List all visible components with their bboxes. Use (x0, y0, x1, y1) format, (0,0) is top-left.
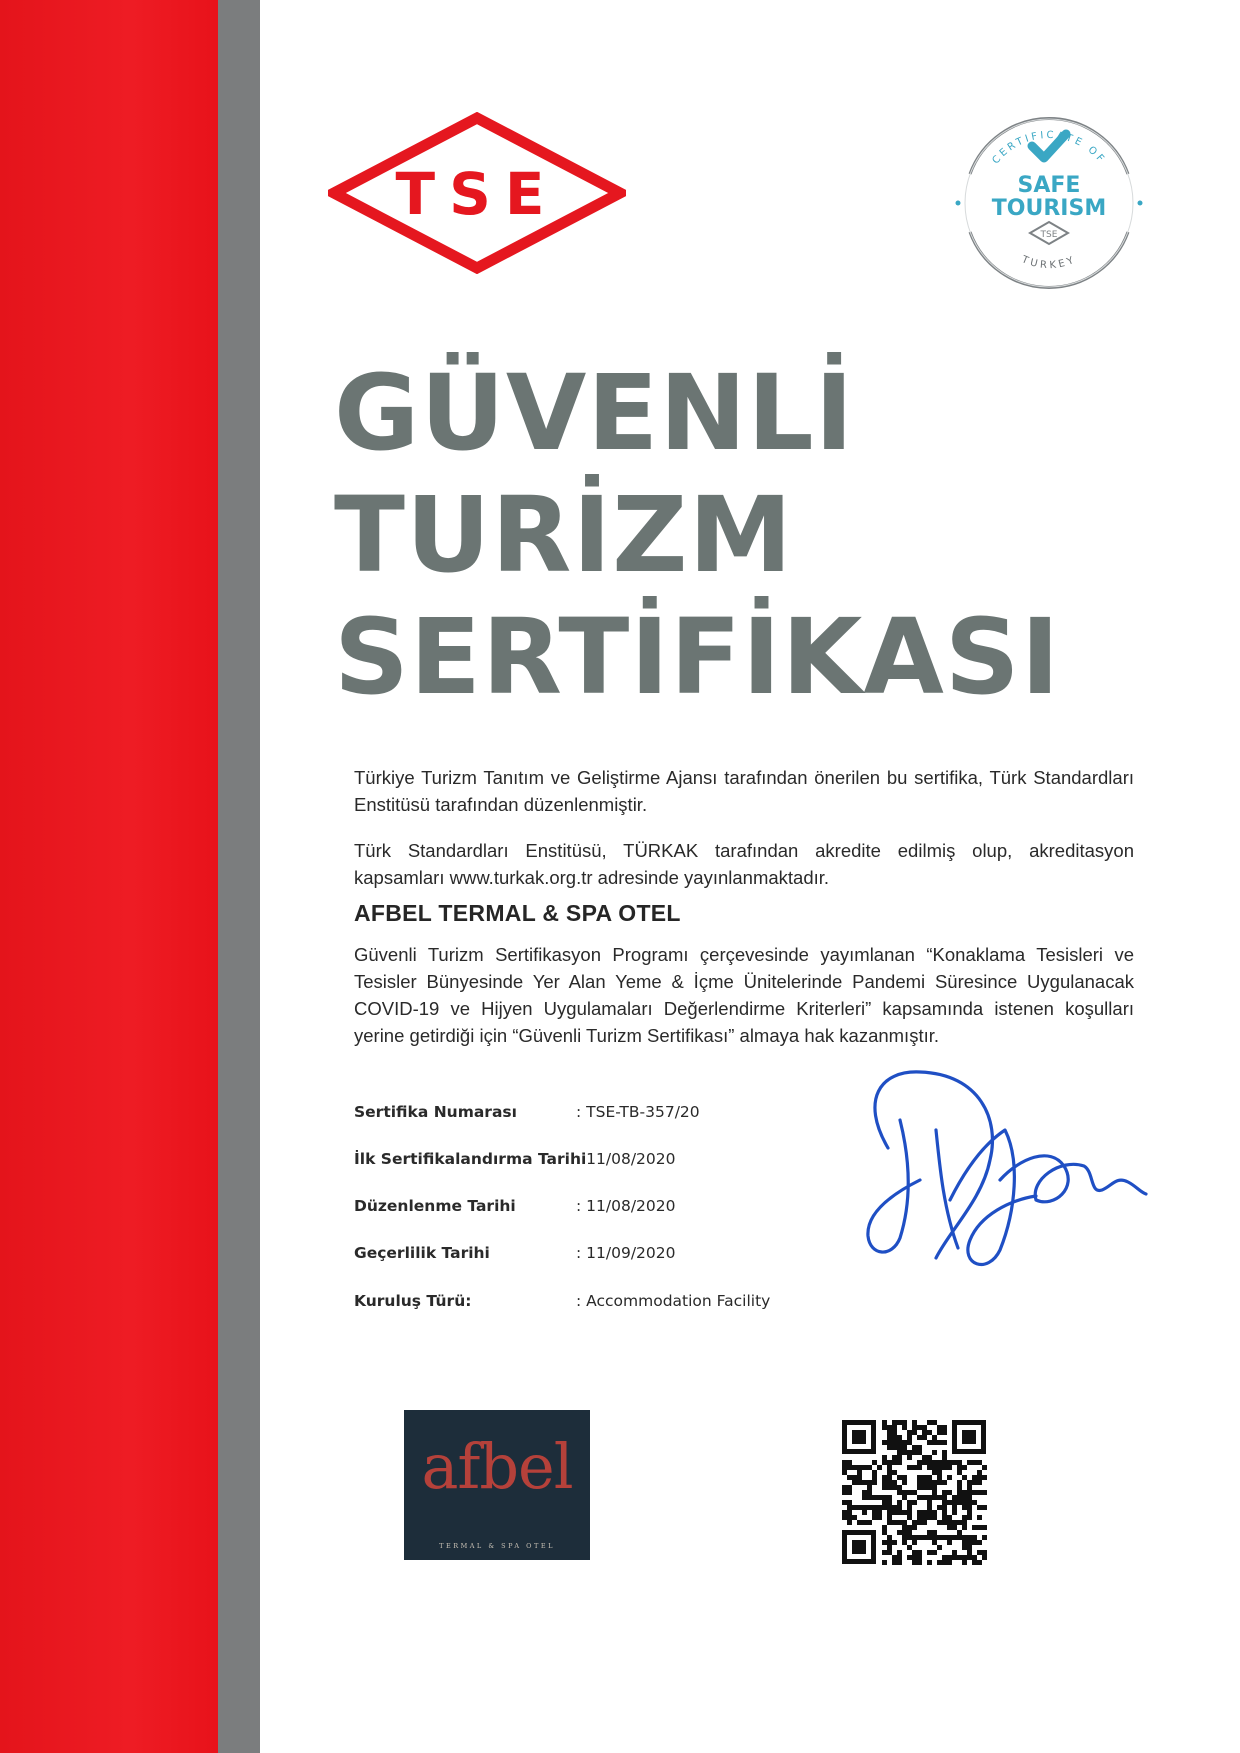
title-line-2: TURİZM (334, 474, 794, 596)
tse-logo (328, 112, 626, 274)
certificate-description: Güvenli Turizm Sertifikasyon Programı çerçevesinde yayımlanan “Konaklama Tesisleri ve Tesisler Bünyesinde Yer Alan Yeme & İçme Ünitelerinde Pandemi Süresince Uygulanacak COVID-19 ve Hijyen Uygulamaları Değerlendirme Kriterleri” kapsamında istenen koşulları yerine getirdiği için “Güvenli Turizm Sertifikası” almaya hak kazanmıştır. (354, 944, 1134, 1046)
qr-code (840, 1418, 988, 1566)
intro-paragraph-2: Türk Standardları Enstitüsü, TÜRKAK tarafından akredite edilmiş olup, akreditasyon kapsamları www.turkak.org.tr adresinde yayınlanmaktadır. (354, 840, 1134, 888)
grey-side-band (218, 0, 260, 1753)
detail-value: : 11/09/2020 (576, 1244, 676, 1262)
seal-line1: SAFE (1017, 173, 1081, 198)
title-line-3: SERTİFİKASI (334, 596, 1061, 718)
signature (840, 1060, 1160, 1300)
seal-bottom-text: TURKEY (1019, 254, 1079, 272)
detail-value: : 11/08/2020 (576, 1150, 676, 1168)
svg-text:TURKEY (1019, 254, 1078, 271)
intro-paragraph-1: Türkiye Turizm Tanıtım ve Geliştirme Ajansı tarafından önerilen bu sertifika, Türk Standardları Enstitüsü tarafından düzenlenmiştir. (354, 767, 1134, 815)
tse-logo-text: TSE (395, 160, 559, 228)
afbel-hotel-logo (404, 1410, 590, 1560)
detail-label: Geçerlilik Tarihi (354, 1244, 490, 1262)
seal-inner-text: TSE (1040, 230, 1058, 240)
detail-label: Sertifika Numarası (354, 1103, 517, 1121)
detail-label: Düzenlenme Tarihi (354, 1197, 516, 1215)
hotel-name: AFBEL TERMAL & SPA OTEL (354, 900, 681, 926)
detail-value: : Accommodation Facility (576, 1292, 771, 1310)
afbel-logo-subtitle: TERMAL & SPA OTEL (439, 1542, 555, 1550)
red-side-band (0, 0, 218, 1753)
detail-label: İlk Sertifikalandırma Tarihi (354, 1150, 587, 1168)
afbel-logo-word: afbel (421, 1430, 573, 1503)
safe-tourism-seal (940, 94, 1158, 312)
detail-value: : 11/08/2020 (576, 1197, 676, 1215)
certificate-title (334, 352, 1060, 718)
seal-line2: TOURISM (991, 196, 1107, 221)
detail-value: : TSE-TB-357/20 (576, 1103, 700, 1121)
seal-top-text: CERTIFICATE OF (990, 129, 1108, 167)
title-line-1: GÜVENLİ (334, 352, 855, 474)
detail-label: Kuruluş Türü: (354, 1292, 472, 1310)
